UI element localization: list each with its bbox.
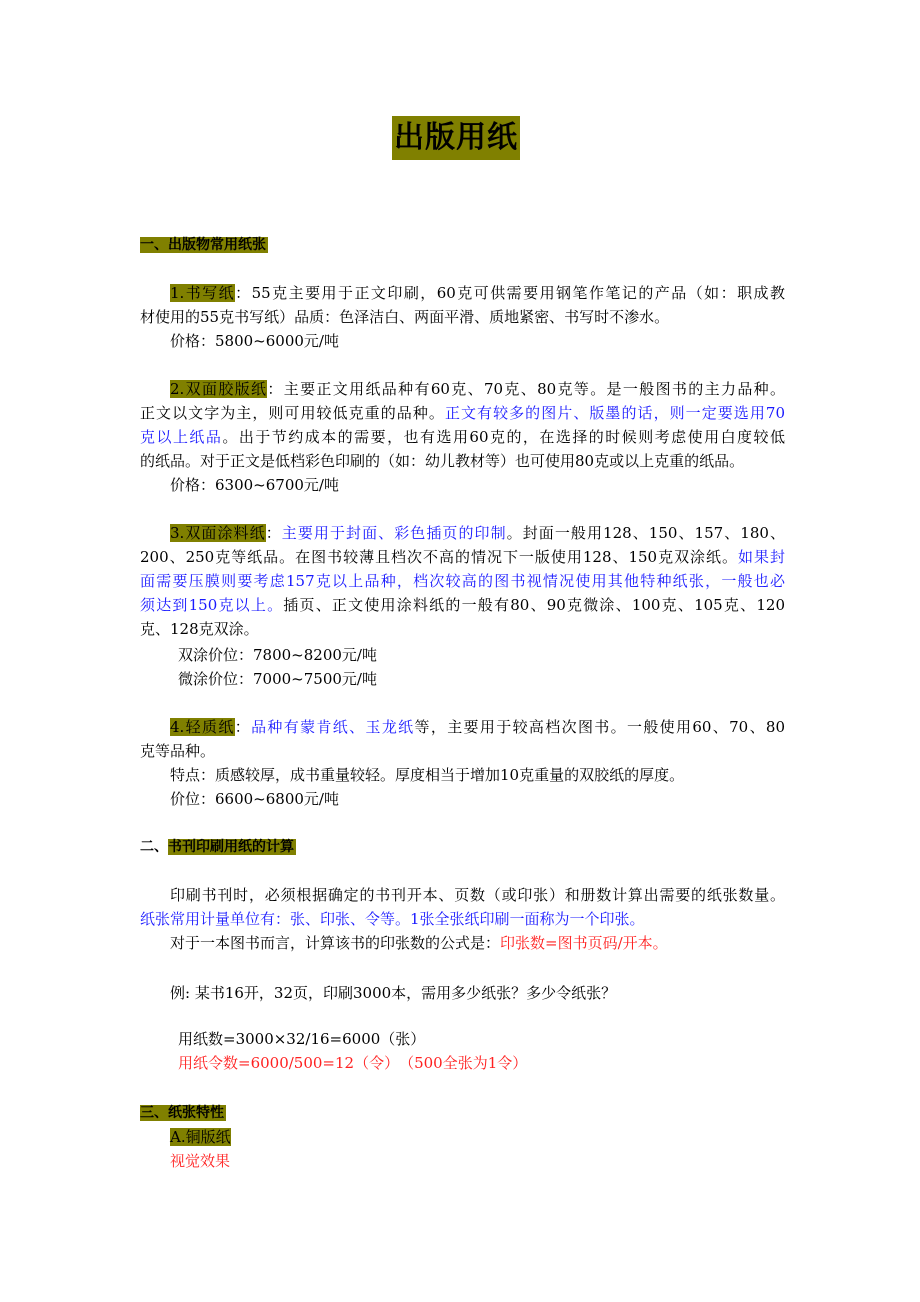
item3-price-micro: 微涂价位：7000~7500元/吨 (178, 670, 377, 688)
formula: 印张数=图书页码/开本。 (500, 934, 668, 952)
item4-label: 4.轻质纸 (170, 718, 235, 736)
calc-para-1: 印刷书刊时，必须根据确定的书刊开本、页数（或印张）和册数计算出需要的纸张数量。 (170, 886, 785, 904)
item3-price-double: 双涂价位：7800~8200元/吨 (178, 646, 377, 664)
calc-para-3: 对于一本图书而言，计算该书的印张数的公式是：印张数=图书页码/开本。 (170, 934, 668, 952)
item4-feature: 特点：质感较厚，成书重量较轻。厚度相当于增加10克重量的双胶纸的厚度。 (170, 766, 685, 784)
sub-a-heading: A.铜版纸 (170, 1128, 231, 1146)
item3-line2: 200、250克等纸品。在图书较薄且档次不高的情况下一版使用128、150克双涂纸。如果封 (140, 548, 785, 566)
item1-price: 价格：5800~6000元/吨 (170, 332, 339, 350)
calc-example: 例: 某书16开，32页，印刷3000本，需用多少纸张？多少令纸张？ (170, 984, 617, 1002)
item3-line5: 克、128克双涂。 (140, 620, 259, 638)
item4-line2: 克等品种。 (140, 742, 216, 760)
item3-line4: 须达到150克以上。插页、正文使用涂料纸的一般有80、90克微涂、100克、105克、120 (140, 596, 785, 614)
item2-line3: 克以上纸品。出于节约成本的需要，也有选用60克的，在选择的时候则考虑使用白度较低 (140, 428, 785, 446)
calc-para-2: 纸张常用计量单位有：张、印张、令等。1张全张纸印刷一面称为一个印张。 (140, 910, 645, 928)
item2-line1: 2.双面胶版纸：主要正文用纸品种有60克、70克、80克等。是一般图书的主力品种。 (170, 380, 786, 398)
item1-label: 1.书写纸 (170, 284, 236, 302)
section-3-heading: 三、纸张特性 (140, 1105, 224, 1121)
section-2-heading: 二、书刊印刷用纸的计算 (140, 839, 294, 855)
item2-line2: 正文以文字为主，则可用较低克重的品种。正文有较多的图片、版墨的话，则一定要选用70 (140, 404, 785, 422)
calc-result-2: 用纸令数=6000/500=12（令） （500全张为1令） (178, 1054, 528, 1072)
item2-price: 价格：6300~6700元/吨 (170, 476, 339, 494)
section-1-heading: 一、出版物常用纸张 (140, 237, 266, 253)
item2-label: 2.双面胶版纸 (170, 380, 268, 398)
item1-line1: 1.书写纸：55克主要用于正文印刷，60克可供需要用钢笔作笔记的产品（如：职成教 (170, 284, 786, 302)
item4-price: 价位：6600~6800元/吨 (170, 790, 339, 808)
item1-line2: 材使用的55克书写纸）品质：色泽洁白、两面平滑、质地紧密、书写时不渗水。 (140, 308, 670, 326)
item4-line1: 4.轻质纸：品种有蒙肯纸、玉龙纸等，主要用于较高档次图书。一般使用60、70、80 (170, 718, 786, 736)
item3-line3: 面需要压膜则要考虑157克以上品种，档次较高的图书视情况使用其他特种纸张，一般也必 (140, 572, 785, 590)
page-title: 出版用纸 (392, 116, 520, 160)
item2-line4: 的纸品。对于正文是低档彩色印刷的（如：幼儿教材等）也可使用80克或以上克重的纸品。 (140, 452, 745, 470)
visual-effect-label: 视觉效果 (170, 1152, 231, 1170)
item3-label: 3.双面涂料纸 (170, 524, 266, 542)
item3-line1: 3.双面涂料纸：主要用于封面、彩色插页的印制。封面一般用128、150、157、180、 (170, 524, 785, 542)
calc-result-1: 用纸数=3000×32/16=6000（张） (178, 1030, 426, 1048)
